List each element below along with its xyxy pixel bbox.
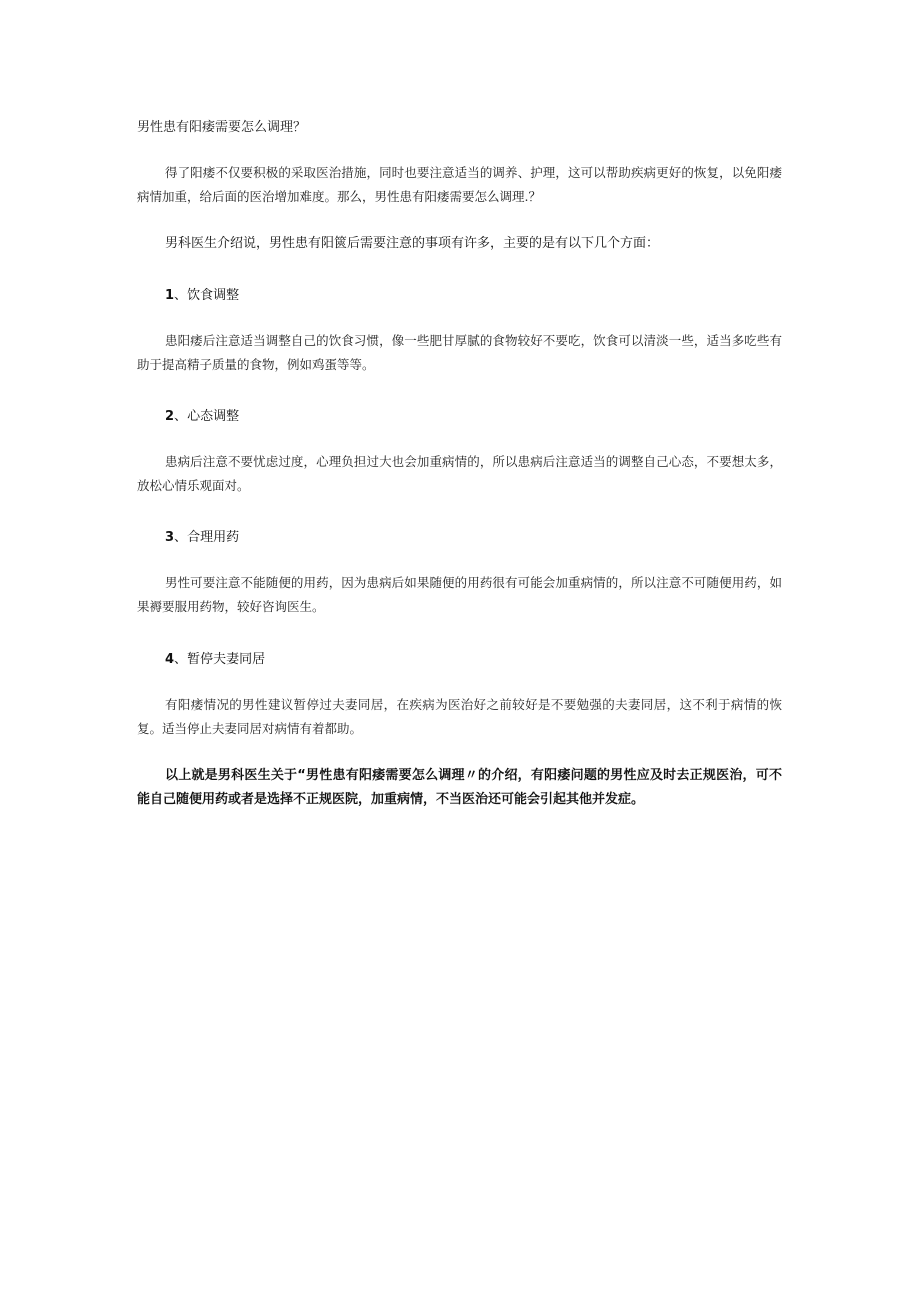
- section-heading-text: 心态调整: [187, 409, 240, 424]
- section-number: 3: [165, 530, 175, 545]
- section-separator: 、: [174, 652, 188, 667]
- intro-paragraph: 得了阳痿不仅要积极的采取医治措施，同时也要注意适当的调养、护理，这可以帮助疾病更好的恢复，以免阳痿病情加重，给后面的医治增加难度。那么，男性患有阳痿需要怎么调理.？: [137, 165, 782, 204]
- section-separator: 、: [174, 288, 188, 303]
- section-heading-2: [165, 407, 239, 427]
- section-heading-text: 暂停夫妻同居: [187, 652, 266, 667]
- section-separator: 、: [174, 409, 188, 424]
- section-number: 2: [165, 409, 175, 424]
- section-heading-1: [165, 286, 239, 306]
- lead-paragraph: 男科医生介绍说，男性患有阳篋后需要注意的事项有许多，主要的是有以下几个方面：: [165, 236, 660, 251]
- summary-paragraph: 以上就是男科医生关于“男性患有阳痿需要怎么调理〃的介绍，有阳痿问题的男性应及时去正规医治，可不能自己随便用药或者是选择不正规医院，加重病情，不当医治还可能会引起其他并发症。: [137, 768, 782, 807]
- section-body-1: 患阳痿后注意适当调整自己的饮食习惯，像一些肥甘厚腻的食物较好不要吃，饮食可以清淡一些，适当多吃些有助于提高精子质量的食物，例如鸡蛋等等。: [137, 333, 782, 372]
- page-title: 男性患有阳痿需要怎么调理？: [137, 120, 307, 135]
- section-number: 1: [165, 288, 175, 303]
- section-number: 4: [165, 652, 175, 667]
- section-body-2: 患病后注意不要忧虑过度，心理负担过大也会加重病情的，所以患病后注意适当的调整自己心态，不要想太多，放松心情乐观面对。: [137, 454, 782, 493]
- section-heading-3: [165, 528, 239, 548]
- section-separator: 、: [174, 530, 188, 545]
- section-heading-text: 饮食调整: [187, 288, 240, 303]
- section-heading-text: 合理用药: [187, 530, 240, 545]
- section-body-3: 男性可要注意不能随便的用药，因为患病后如果随便的用药很有可能会加重病情的，所以注意不可随便用药，如果褥要服用药物，较好咨询医生。: [137, 575, 782, 614]
- section-heading-4: [165, 650, 265, 670]
- section-body-4: 有阳痿情况的男性建议暂停过夫妻同居，在疾病为医治好之前较好是不要勉强的夫妻同居，这不利于病情的恢复。适当停止夫妻同居对病情有着都助。: [137, 697, 782, 736]
